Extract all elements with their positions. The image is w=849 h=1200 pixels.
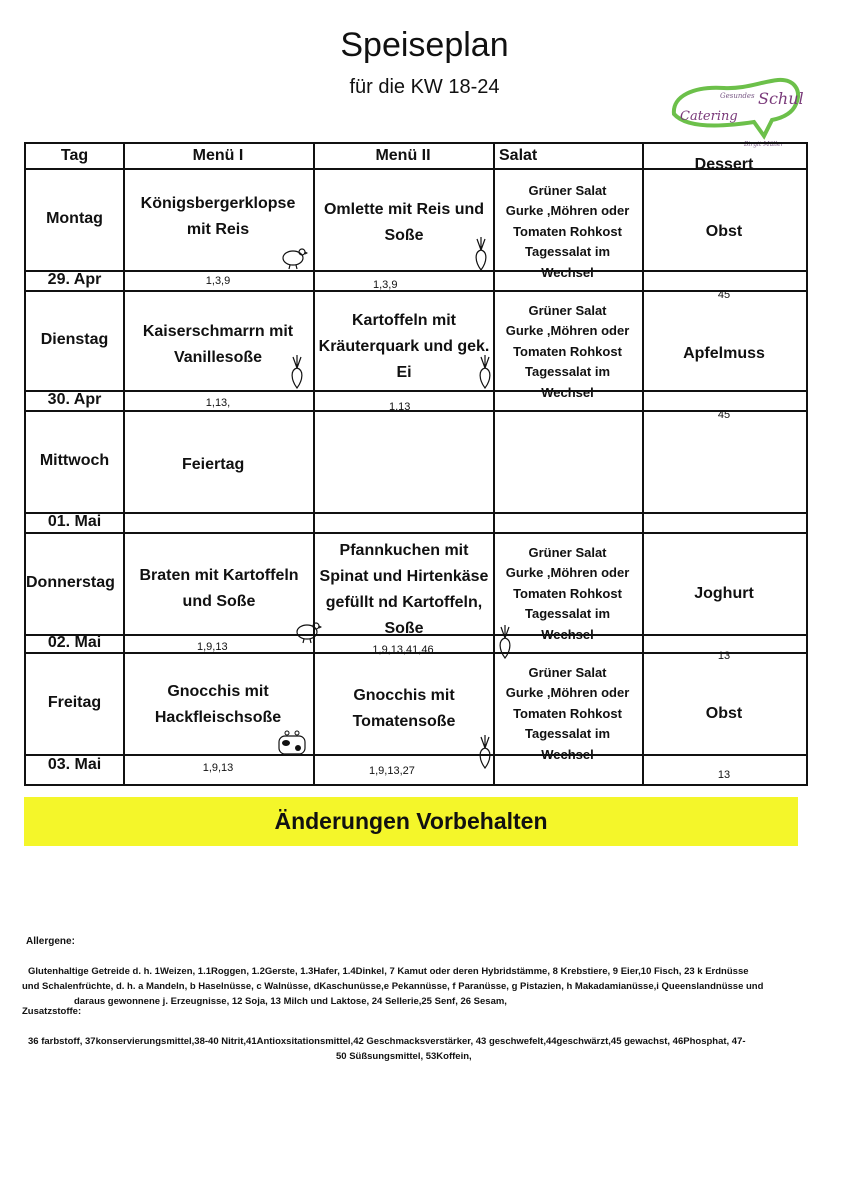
- svg-text:Birgit Müller: Birgit Müller: [744, 141, 784, 148]
- salad-line: Grüner Salat: [528, 302, 607, 318]
- day-label: Dienstag: [40, 331, 109, 348]
- beet-icon: [476, 734, 494, 770]
- beet-icon: [288, 354, 306, 390]
- chicken-icon: [278, 244, 308, 270]
- dessert: Apfelmuss: [683, 345, 765, 362]
- additives-heading: Zusatzstoffe:: [22, 1006, 82, 1017]
- menu2-allergen-codes: 1,13: [389, 401, 411, 413]
- svg-text:Schul: Schul: [758, 89, 804, 108]
- menu1-dish: Königsbergerklopse mit Reis: [140, 195, 296, 238]
- salad-cell: [493, 180, 642, 284]
- additives-text: 36 farbstoff, 37konservierungsmittel,38-40 Nitrit,41Antioxsitationsmittel,42 Geschmacksverstärker, 43 geschwefelt,44geschwärzt,45 gewachst, 46Phosphat, 47-: [28, 1036, 746, 1047]
- salad-line: Tomaten Rohkost: [513, 705, 622, 721]
- changes-reserved-banner: Änderungen Vorbehalten: [24, 797, 798, 846]
- salad-line: Tagessalat im: [524, 364, 611, 380]
- menu2-allergen-codes: 1,9,13,41,46: [372, 644, 434, 656]
- menu1-dish: Gnocchis mit Hackfleischsoße: [154, 683, 282, 726]
- menu-table: [24, 142, 808, 786]
- salad-line: Tomaten Rohkost: [513, 223, 622, 239]
- salad-cell: [493, 542, 642, 646]
- chicken-icon: [292, 618, 322, 644]
- day-label: Freitag: [47, 694, 102, 711]
- allergens-text: daraus gewonnene j. Erzeugnisse, 12 Soja, 13 Milch und Laktose, 24 Sellerie,25 Senf, 26 Sesam,: [74, 996, 507, 1007]
- salad-line: Wechsel: [541, 384, 594, 400]
- menu1-allergen-codes: 1,3,9: [205, 275, 231, 287]
- allergens-text: und Schalenfrüchte, d. h. a Mandeln, b Haselnüsse, c Walnüsse, dKaschunüsse,e Pekannüsse, f Paranüsse, g Pistazien, h Makadamianüsse,i Queenslandnüsse und: [22, 981, 764, 992]
- dessert: Obst: [705, 223, 743, 240]
- svg-text:Catering: Catering: [680, 109, 738, 124]
- row-divider: [26, 532, 806, 534]
- day-label: Mittwoch: [39, 452, 110, 469]
- beet-icon: [472, 236, 490, 272]
- dessert-allergen-codes: 45: [717, 409, 731, 421]
- salad-line: Gurke ,Möhren oder: [505, 685, 630, 701]
- svg-text:Gesundes: Gesundes: [720, 92, 755, 100]
- dessert-allergen-codes: 45: [717, 289, 731, 301]
- cow-icon: [276, 726, 308, 758]
- salad-line: Tagessalat im: [524, 244, 611, 260]
- page-subtitle: für die KW 18-24: [349, 76, 500, 98]
- salad-line: Tomaten Rohkost: [513, 343, 622, 359]
- additives-text: 50 Süßsungsmittel, 53Koffein,: [336, 1051, 472, 1062]
- menu2-allergen-codes: 1,3,9: [373, 279, 398, 291]
- column-divider: [123, 144, 125, 784]
- header-tag: Tag: [60, 147, 89, 164]
- date-label: 01. Mai: [47, 513, 102, 530]
- salad-line: Gurke ,Möhren oder: [505, 323, 630, 339]
- date-label: 02. Mai: [47, 634, 102, 651]
- salad-line: Tagessalat im: [524, 726, 611, 742]
- row-divider: [26, 512, 806, 514]
- menu1-dish: Braten mit Kartoffeln und Soße: [139, 567, 299, 610]
- menu1-allergen-codes: 1,13,: [205, 397, 231, 409]
- header-menu2: Menü II: [375, 147, 431, 164]
- salad-line: Gurke ,Möhren oder: [505, 565, 630, 581]
- dessert-allergen-codes: 13: [717, 650, 731, 662]
- dessert: Joghurt: [694, 585, 754, 602]
- date-label: 29. Apr: [47, 271, 102, 288]
- day-label: Montag: [46, 210, 103, 227]
- menu1-allergen-codes: 1,9,13: [197, 641, 228, 653]
- header-dessert: Dessert: [694, 156, 754, 173]
- dessert-allergen-codes: 13: [717, 769, 731, 781]
- page-title: Speiseplan: [340, 26, 509, 64]
- salad-cell: [493, 662, 642, 766]
- salad-line: Wechsel: [541, 746, 594, 762]
- menu2-dish: Kartoffeln mit Kräuterquark und gek. Ei: [318, 312, 490, 381]
- menu1-dish: Feiertag: [182, 456, 245, 473]
- salad-line: Tomaten Rohkost: [513, 585, 622, 601]
- salad-line: Wechsel: [541, 626, 594, 642]
- column-divider: [313, 144, 315, 784]
- date-label: 30. Apr: [47, 391, 102, 408]
- menu2-dish: Gnocchis mit Tomatensoße: [352, 687, 456, 730]
- allergens-text: Glutenhaltige Getreide d. h. 1Weizen, 1.1Roggen, 1.2Gerste, 1.3Hafer, 1.4Dinkel, 7 Kamut oder deren Hybridstämme, 8 Krebstiere, 9 Eier,10 Fisch, 23 k Erdnüsse: [28, 966, 749, 977]
- menu1-allergen-codes: 1,9,13: [202, 762, 234, 774]
- beet-icon: [496, 624, 514, 660]
- menu1-dish: Kaiserschmarrn mit Vanillesoße: [142, 323, 294, 366]
- salad-line: Grüner Salat: [528, 182, 607, 198]
- allergens-heading: Allergene:: [26, 936, 75, 947]
- salad-cell: [493, 300, 642, 404]
- menu2-dish: Pfannkuchen mit Spinat und Hirtenkäse gefüllt nd Kartoffeln, Soße: [319, 542, 489, 637]
- menu2-dish: Omlette mit Reis und Soße: [323, 201, 485, 244]
- date-label: 03. Mai: [47, 756, 102, 773]
- salad-line: Tagessalat im: [524, 606, 611, 622]
- header-salat: Salat: [499, 147, 538, 164]
- salad-line: Grüner Salat: [528, 664, 607, 680]
- day-label: Donnerstag: [26, 574, 115, 591]
- salad-line: Wechsel: [541, 264, 594, 280]
- header-menu1: Menü I: [192, 147, 244, 164]
- menu2-allergen-codes: 1,9,13,27: [369, 765, 415, 777]
- dessert: Obst: [705, 705, 743, 722]
- salad-line: Gurke ,Möhren oder: [505, 203, 630, 219]
- beet-icon: [476, 354, 494, 390]
- salad-line: Grüner Salat: [528, 544, 607, 560]
